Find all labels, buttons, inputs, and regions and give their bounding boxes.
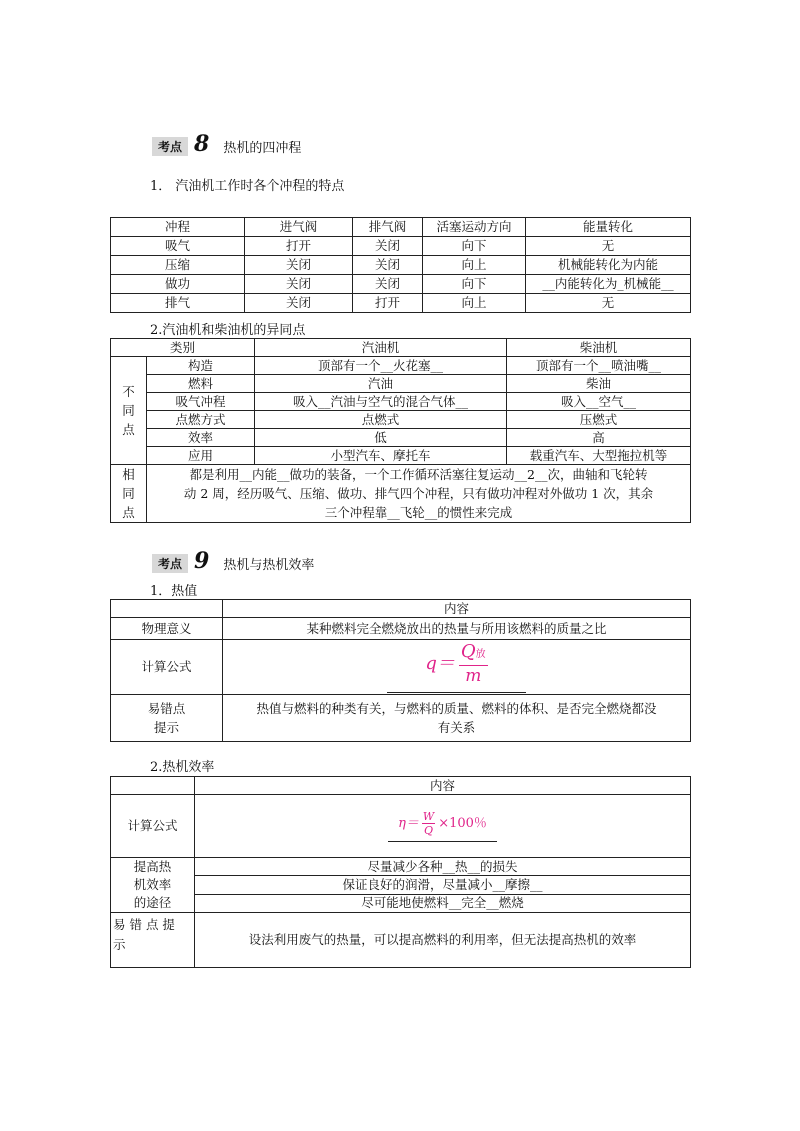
table-cell: 尽可能地使燃料__完全__燃烧 <box>195 894 691 912</box>
table-cell: 吸入__汽油与空气的混合气体__ <box>255 393 507 411</box>
formula-numerator: W <box>422 810 435 823</box>
kaodian-badge: 考点 <box>152 554 188 573</box>
table-cell: 打开 <box>353 294 423 313</box>
table-header-row <box>111 218 691 237</box>
table-cell: 低 <box>255 429 507 447</box>
fill-in-cell: __内能转化为_机械能__ <box>526 275 691 294</box>
table-row <box>111 913 691 968</box>
table-row <box>111 256 691 275</box>
section-number: 9 <box>194 548 210 574</box>
table-cell: 某种燃料完全燃烧放出的热量与所用该燃料的质量之比 <box>223 618 691 640</box>
section-8-heading <box>152 131 302 157</box>
table-cell: 向上 <box>423 294 526 313</box>
subheading-stroke-features: 1． 汽油机工作时各个冲程的特点 <box>150 179 345 194</box>
row-label <box>111 858 195 913</box>
row-label-line: 的途径 <box>133 895 172 910</box>
formula-q: Q <box>460 640 476 662</box>
table-row <box>111 357 691 375</box>
table-row <box>111 393 691 411</box>
table-cell: 关闭 <box>245 275 353 294</box>
table-row <box>111 894 691 912</box>
table-cell: 吸气 <box>111 237 245 256</box>
table-cell: 构造 <box>147 357 255 375</box>
header-cell: 类别 <box>111 339 255 357</box>
table-cell: 关闭 <box>245 256 353 275</box>
table-row <box>111 795 691 858</box>
table-row <box>111 275 691 294</box>
row-label: 计算公式 <box>111 640 223 695</box>
table-cell: 尽量减少各种__热__的损失 <box>195 858 691 876</box>
formula-denominator: Q <box>424 824 434 837</box>
header-cell: 内容 <box>195 777 691 795</box>
row-label <box>111 913 195 968</box>
table-cell: 压缩 <box>111 256 245 275</box>
header-cell: 汽油机 <box>255 339 507 357</box>
table-row <box>111 695 691 742</box>
table-cell: 无 <box>526 237 691 256</box>
subheading-engine-comparison: 2.汽油机和柴油机的异同点 <box>150 323 306 338</box>
formula-subscript: 放 <box>475 648 486 660</box>
formula-cell <box>223 640 691 695</box>
table-cell: 顶部有一个__喷油嘴__ <box>507 357 691 375</box>
table-cell: 无 <box>526 294 691 313</box>
cell-line: 有关系 <box>437 720 476 735</box>
similarities-label: 相 同 点 <box>111 465 147 523</box>
empty-cell <box>111 777 195 795</box>
table-header-row <box>111 339 691 357</box>
table-cell: 关闭 <box>245 294 353 313</box>
header-cell: 冲程 <box>111 218 245 237</box>
table-row <box>111 411 691 429</box>
formula-fraction <box>422 810 435 837</box>
table-cell: 点燃式 <box>255 411 507 429</box>
table-row <box>111 237 691 256</box>
table-row <box>111 429 691 447</box>
header-cell: 进气阀 <box>245 218 353 237</box>
formula-numerator <box>459 642 488 666</box>
formula-lhs: η＝ <box>398 815 419 831</box>
table-cell: 应用 <box>147 447 255 465</box>
header-cell: 排气阀 <box>353 218 423 237</box>
row-label-line: 易 错 点 提 <box>113 917 175 932</box>
table-cell: 做功 <box>111 275 245 294</box>
efficiency-formula <box>388 810 497 842</box>
table-row <box>111 858 691 876</box>
heat-value-table <box>110 599 691 742</box>
table-cell: 机械能转化为内能 <box>526 256 691 275</box>
header-cell: 柴油机 <box>507 339 691 357</box>
table-row <box>111 294 691 313</box>
formula-lhs: q＝ <box>425 652 455 674</box>
row-label-line: 提示 <box>153 720 179 735</box>
similarities-line: 都是利用__内能__做功的装备，一个工作循环活塞往复运动__2__次，曲轴和飞轮转 <box>189 467 648 482</box>
table-cell: 打开 <box>245 237 353 256</box>
stroke-table <box>110 217 691 313</box>
table-cell: 小型汽车、摩托车 <box>255 447 507 465</box>
table-row <box>111 618 691 640</box>
table-row <box>111 447 691 465</box>
table-cell: 吸入__空气__ <box>507 393 691 411</box>
header-cell: 内容 <box>223 600 691 618</box>
formula-denominator: m <box>465 665 482 686</box>
row-label-line: 提高热 <box>133 859 172 874</box>
formula-tail: ×100％ <box>438 815 487 831</box>
table-cell: 吸气冲程 <box>147 393 255 411</box>
section-9-heading <box>152 548 315 574</box>
row-label: 物理意义 <box>111 618 223 640</box>
subheading-heat-value: 1．热值 <box>150 584 198 599</box>
row-label-line: 机效率 <box>133 877 172 892</box>
table-cell: 关闭 <box>353 275 423 294</box>
table-row <box>111 465 691 523</box>
row-label-line: 示 <box>113 937 126 952</box>
table-cell <box>223 695 691 742</box>
section-title: 热机与热机效率 <box>223 557 315 573</box>
table-header-row <box>111 777 691 795</box>
table-cell: 柴油 <box>507 375 691 393</box>
table-cell: 关闭 <box>353 256 423 275</box>
table-header-row <box>111 600 691 618</box>
table-cell: 设法利用废气的热量，可以提高燃料的利用率，但无法提高热机的效率 <box>195 913 691 968</box>
similarities-line: 三个冲程靠__飞轮__的惯性来完成 <box>324 505 513 520</box>
section-number: 8 <box>194 131 210 157</box>
header-cell: 活塞运动方向 <box>423 218 526 237</box>
formula-cell <box>195 795 691 858</box>
table-cell: 向上 <box>423 256 526 275</box>
table-cell: 顶部有一个__火花塞__ <box>255 357 507 375</box>
similarities-line: 动 2 周，经历吸气、压缩、做功、排气四个冲程，只有做功冲程对外做功 1 次，其余 <box>183 486 654 501</box>
formula-fraction <box>459 642 488 686</box>
table-cell: 载重汽车、大型拖拉机等 <box>507 447 691 465</box>
cell-line: 热值与燃料的种类有关，与燃料的质量、燃料的体积、是否完全燃烧都没 <box>256 701 657 716</box>
engine-comparison-table <box>110 338 691 523</box>
engine-efficiency-table <box>110 776 691 968</box>
differences-label: 不 同 点 <box>111 357 147 465</box>
section-title: 热机的四冲程 <box>223 140 302 156</box>
kaodian-badge: 考点 <box>152 137 188 156</box>
row-label <box>111 695 223 742</box>
heat-value-formula <box>387 642 525 693</box>
empty-cell <box>111 600 223 618</box>
table-cell: 保证良好的润滑，尽量减小__摩擦__ <box>195 876 691 894</box>
table-cell: 向下 <box>423 237 526 256</box>
header-cell: 能量转化 <box>526 218 691 237</box>
subheading-engine-efficiency: 2.热机效率 <box>150 760 215 775</box>
table-row <box>111 640 691 695</box>
table-row <box>111 375 691 393</box>
table-cell: 点燃方式 <box>147 411 255 429</box>
table-row <box>111 876 691 894</box>
similarities-text <box>147 465 691 523</box>
table-cell: 高 <box>507 429 691 447</box>
table-cell: 燃料 <box>147 375 255 393</box>
row-label-line: 易错点 <box>147 701 186 716</box>
row-label: 计算公式 <box>111 795 195 858</box>
table-cell: 压燃式 <box>507 411 691 429</box>
table-cell: 效率 <box>147 429 255 447</box>
table-cell: 汽油 <box>255 375 507 393</box>
table-cell: 向下 <box>423 275 526 294</box>
table-cell: 排气 <box>111 294 245 313</box>
table-cell: 关闭 <box>353 237 423 256</box>
